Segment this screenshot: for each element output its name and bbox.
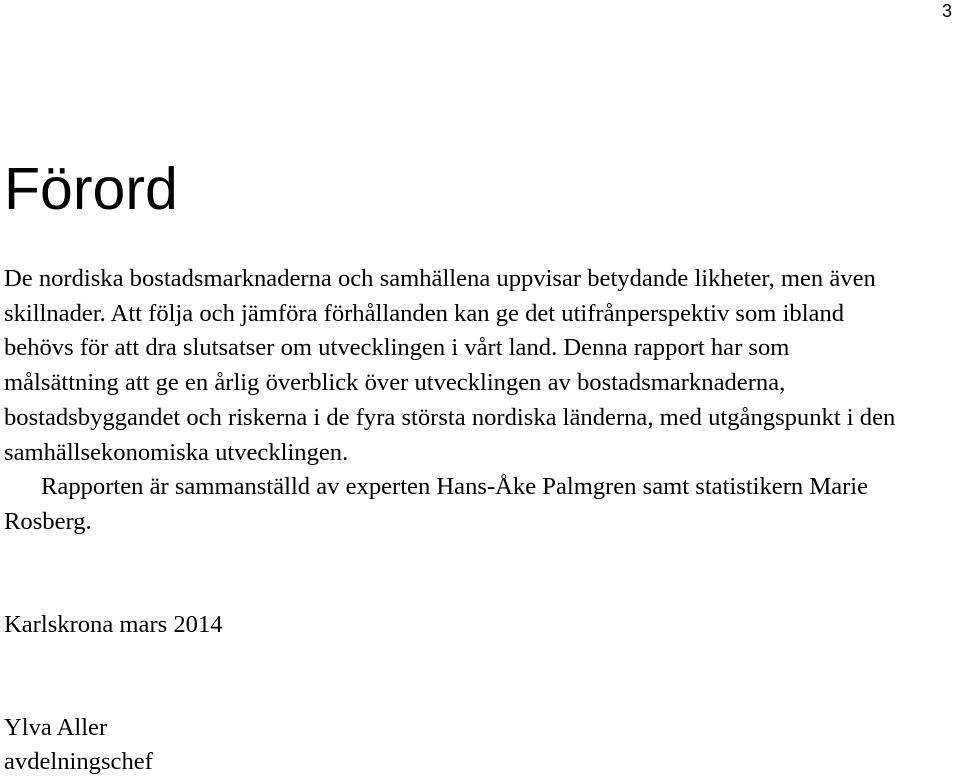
body-text bbox=[4, 262, 904, 540]
page-number: 3 bbox=[941, 1, 952, 21]
signature-title: avdelningschef bbox=[4, 748, 153, 775]
signature-name: Ylva Aller bbox=[4, 714, 108, 741]
signature-place-date: Karlskrona mars 2014 bbox=[4, 611, 223, 638]
paragraph-authors: Rapporten är sammanställd av experten Hans-Åke Palmgren samt statistikern Marie Rosberg. bbox=[4, 473, 869, 535]
paragraph-intro: De nordiska bostadsmarknaderna och samhällena uppvisar betydande likheter, men även skillnader. Att följa och jämföra förhållanden kan ge det utifrånperspektiv som ibland behövs för att dra slutsatser om utvecklingen i vårt land. Denna rapport har som målsättning att ge en årlig överblick över utvecklingen av bostadsmarknaderna, bostadsbyggandet och riskerna i de fyra största nordiska länderna, med utgångspunkt i den samhällsekonomiska utvecklingen. bbox=[4, 265, 896, 466]
page-title: Förord bbox=[4, 156, 178, 222]
